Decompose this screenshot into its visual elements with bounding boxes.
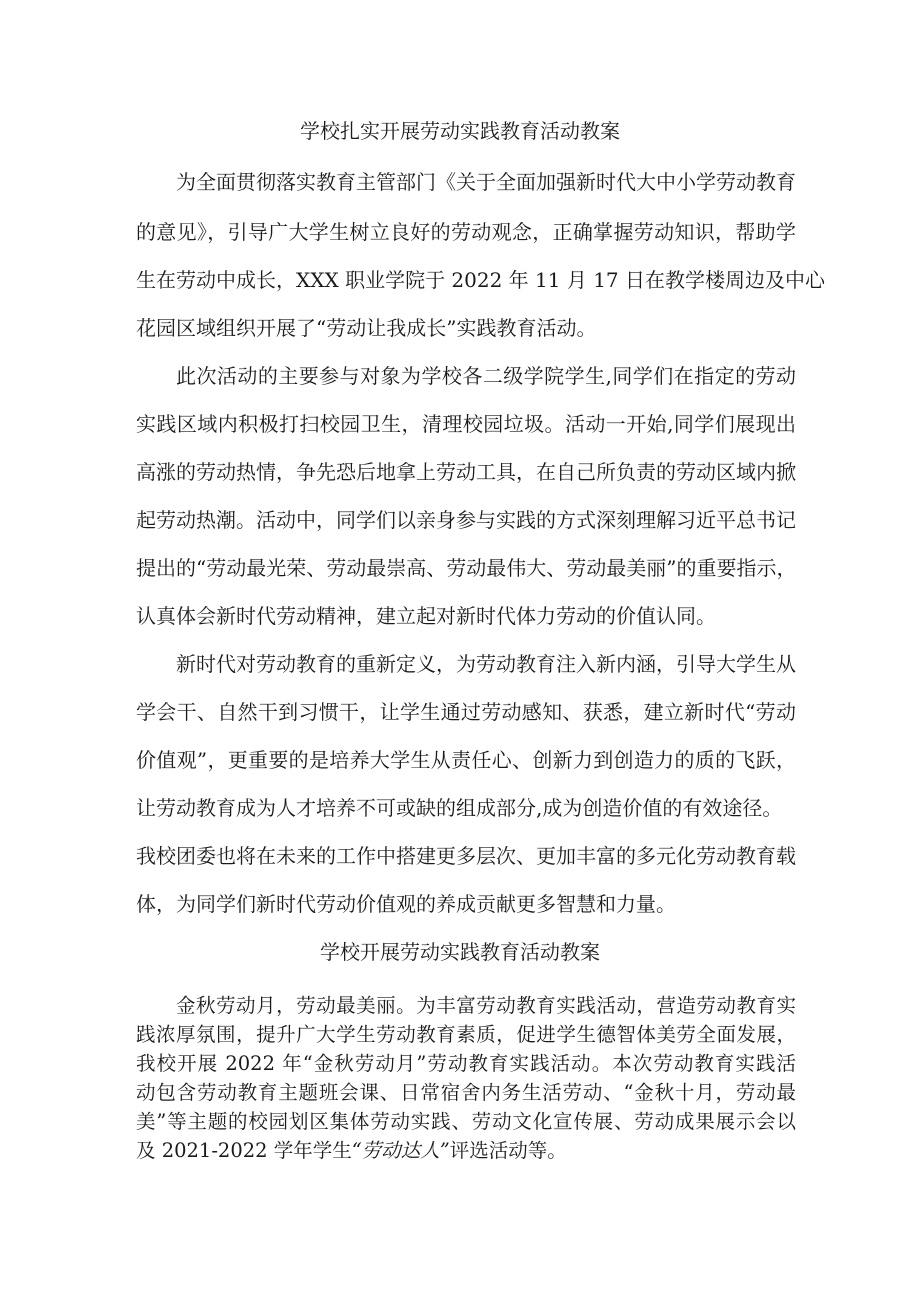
paragraph-4-line-2: 践浓厚氛围，提升广大学生劳动教育素质，促进学生德智体美劳全面发展， [136,1023,796,1046]
paragraph-2-line-1: 此次活动的主要参与对象为学校各二级学院学生,同学们在指定的劳动 [176,364,796,388]
paragraph-2-line-6: 认真体会新时代劳动精神，建立起对新时代体力劳动的价值认同。 [136,604,716,628]
paragraph-4-line-6 [136,1137,796,1165]
paragraph-2-line-2: 实践区域内积极打扫校园卫生，清理校园垃圾。活动一开始,同学们展现出 [136,412,796,436]
paragraph-2-line-4: 起劳动热潮。活动中，同学们以亲身参与实践的方式深刻理解习近平总书记 [136,508,796,532]
paragraph-1-line-4: 花园区域组织开展了“劳动让我成长”实践教育活动。 [136,316,597,340]
document-title: 学校扎实开展劳动实践教育活动教案 [300,119,620,143]
paragraph-3-line-1: 新时代对劳动教育的重新定义，为劳动教育注入新内涵，引导大学生从 [176,652,796,676]
paragraph-4-line-5: 美”等主题的校园划区集体劳动实践、劳动文化宣传展、劳动成果展示会以 [136,1110,796,1133]
section-title: 学校开展劳动实践教育活动教案 [320,940,600,964]
paragraph-4-line-1: 金秋劳动月，劳动最美丽。为丰富劳动教育实践活动，营造劳动教育实 [176,994,796,1017]
paragraph-1-line-3: 生在劳动中成长，XXX 职业学院于 2022 年 11 月 17 日在教学楼周边及中心 [136,268,826,292]
paragraph-4-line-4: 动包含劳动教育主题班会课、日常宿舍内务生活劳动、“金秋十月，劳动最 [136,1081,796,1104]
paragraph-2-line-3: 高涨的劳动热情，争先恐后地拿上劳动工具，在自己所负责的劳动区域内掀 [136,460,796,484]
paragraph-3-line-2: 学会干、自然干到习惯干，让学生通过劳动感知、获悉，建立新时代“劳动 [136,700,796,724]
paragraph-3-line-3: 价值观”，更重要的是培养大学生从责任心、创新力到创造力的质的飞跃， [136,748,796,772]
line-6-prefix: 及 2021-2022 学年学生 [136,1139,352,1162]
paragraph-3-line-4: 让劳动教育成为人才培养不可或缺的组成部分,成为创造价值的有效途径。 [136,796,783,820]
paragraph-1-line-1: 为全面贯彻落实教育主管部门《关于全面加强新时代大中小学劳动教育 [176,170,796,194]
paragraph-4-line-3: 我校开展 2022 年“金秋劳动月”劳动教育实践活动。本次劳动教育实践活 [136,1052,796,1075]
labor-expert-emphasis: “劳动达人” [351,1139,450,1162]
line-6-suffix: 评选活动等。 [449,1139,567,1162]
paragraph-3-line-5: 我校团委也将在未来的工作中搭建更多层次、更加丰富的多元化劳动教育载 [136,844,796,868]
paragraph-3-line-6: 体，为同学们新时代劳动价值观的养成贡献更多智慧和力量。 [136,892,676,916]
paragraph-2-line-5: 提出的“劳动最光荣、劳动最崇高、劳动最伟大、劳动最美丽”的重要指示， [136,556,797,580]
paragraph-1-line-2: 的意见》，引导广大学生树立良好的劳动观念，正确掌握劳动知识，帮助学 [136,220,796,244]
